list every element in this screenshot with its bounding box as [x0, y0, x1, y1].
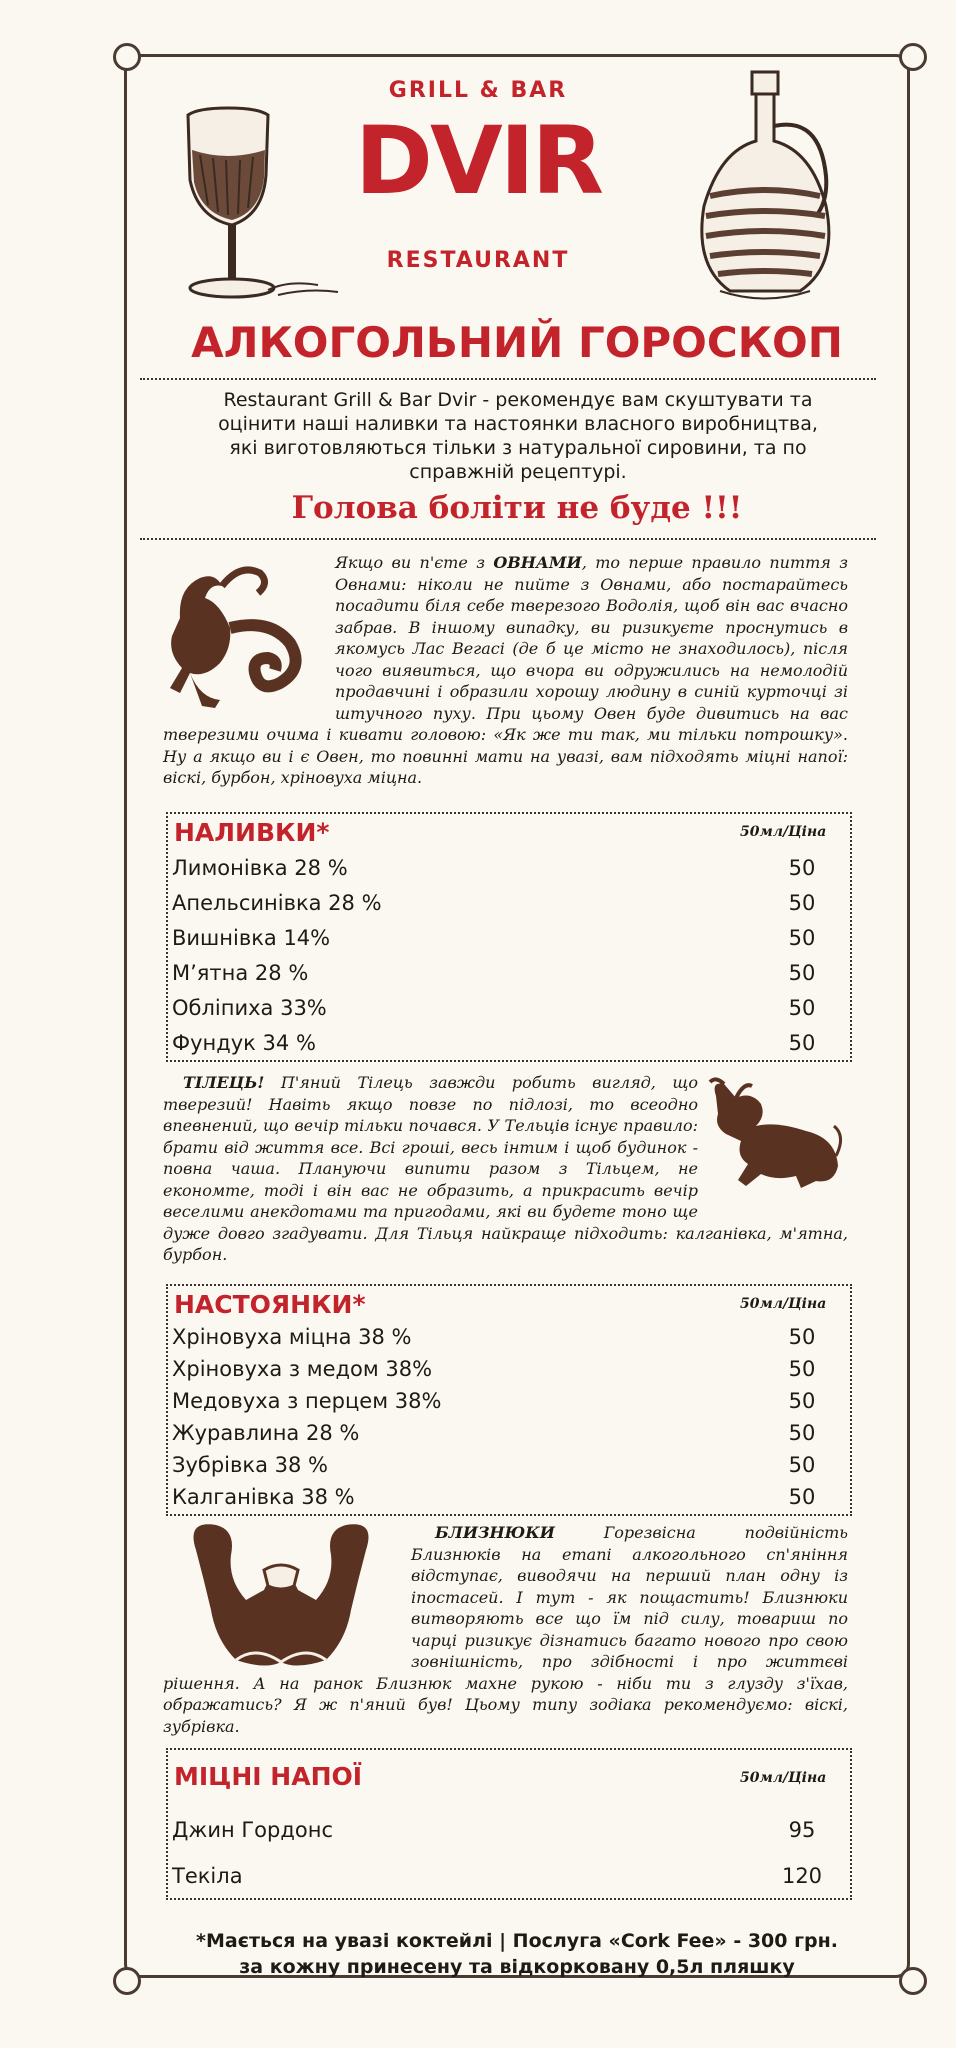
section-title: НАСТОЯНКИ*: [174, 1290, 366, 1319]
item-price: 50: [788, 996, 816, 1020]
price-header: 50мл/Ціна: [740, 824, 827, 840]
intro-line: Restaurant Grill & Bar Dvir - рекомендує вам скуштувати та: [223, 389, 813, 411]
page-title: АЛКОГОЛЬНИЙ ГОРОСКОП: [191, 318, 843, 367]
intro-text: [150, 388, 886, 484]
frame-corner-ornament: [113, 43, 141, 71]
logo-name: DVIR: [354, 107, 602, 216]
divider: [140, 538, 876, 540]
logo-bottom-arc: RESTAURANT: [386, 248, 570, 273]
intro-line: які виготовляються тільки з натуральної сировини, та по: [229, 437, 807, 459]
item-price: 50: [788, 1357, 816, 1381]
section-title: МІЦНІ НАПОЇ: [174, 1762, 363, 1791]
item-price: 50: [788, 1325, 816, 1349]
horoscope-gemini: [163, 1522, 848, 1737]
item-name: Калганівка 38 %: [172, 1485, 355, 1509]
item-price: 50: [788, 1421, 816, 1445]
item-price: 50: [788, 891, 816, 915]
price-header: 50мл/Ціна: [740, 1770, 827, 1786]
item-name: Фундук 34 %: [172, 1031, 316, 1055]
horoscope-aries: [163, 552, 848, 789]
float-spacer: [163, 1522, 411, 1672]
item-name: Текіла: [172, 1864, 243, 1888]
wine-bottle-icon: [680, 66, 850, 311]
logo-top-arc: GRILL & BAR: [388, 78, 568, 103]
section-title: НАЛИВКИ*: [174, 818, 330, 847]
horoscope-taurus: [163, 1072, 848, 1266]
item-name: М’ятна 28 %: [172, 961, 309, 985]
item-price: 50: [788, 961, 816, 985]
item-price: 50: [788, 926, 816, 950]
horoscope-sign: ОВНАМИ: [493, 553, 582, 572]
price-header: 50мл/Ціна: [740, 1296, 827, 1312]
tagline: Голова боліти не буде !!!: [291, 490, 743, 526]
item-price: 95: [788, 1818, 816, 1842]
item-name: Хріновуха з медом 38%: [172, 1357, 433, 1381]
wine-glass-icon: [168, 100, 358, 310]
item-name: Джин Гордонс: [172, 1818, 334, 1842]
horoscope-lead: Якщо ви п'єте з: [335, 553, 494, 572]
item-price: 50: [788, 1485, 816, 1509]
intro-line: оцінити наші наливки та настоянки власного виробництва,: [218, 413, 818, 435]
item-name: Зубрівка 38 %: [172, 1453, 328, 1477]
float-spacer: [698, 1072, 848, 1222]
item-price: 50: [788, 1389, 816, 1413]
item-name: Лимонівка 28 %: [172, 856, 348, 880]
horoscope-body: П'яний Тілець завжди робить вигляд, що тверезий! Навіть якщо повзе по підлозі, то всеодно впевнений, що вечір тільки почався. У Тельців існує правило: брати від життя все. Всі гроші, весь інтим і щоб будинок - повна чаша. Плануючи випити разом з Тільцем, не економте, тоді і він вас не образить, а прикрасить вечір веселими анекдотами та пригодами, які ви будете тоно ще дуже довго згадувати. Для Тільця найкраще підходить: калганівка, м'ятна, бурбон.: [163, 1073, 848, 1264]
horoscope-sign: БЛИЗНЮКИ: [435, 1523, 555, 1542]
divider: [140, 378, 876, 380]
footer-note: [124, 1928, 910, 1980]
item-name: Обліпиха 33%: [172, 996, 327, 1020]
horoscope-sign: ТІЛЕЦЬ!: [183, 1073, 265, 1092]
item-price: 50: [788, 1031, 816, 1055]
item-name: Вишнівка 14%: [172, 926, 331, 950]
intro-line: справжній рецептурі.: [409, 461, 627, 483]
item-name: Хріновуха міцна 38 %: [172, 1325, 412, 1349]
item-price: 50: [788, 1453, 816, 1477]
horoscope-body: Горезвісна подвійність Близнюків на етапі алкогольного сп'яніння відступає, виводячи на перший план одну із іпостасей. І тут - як пощастить! Близнюки витворяють все що їм під силу, товариш по чарці ризикує дізнатись багато нового про свою зовнішність, про здібності і про життєві рішення. А на ранок Близнюк махне рукою - ніби ти з глузду з'їхав, ображатись? Я ж п'яний був! Цьому типу зодіака рекомендуємо: віскі, зубрівка.: [163, 1523, 848, 1736]
footer-line: за кожну принесену та відкорковану 0,5л пляшку: [239, 1956, 795, 1978]
float-spacer: [163, 552, 335, 716]
item-price: 120: [781, 1864, 823, 1888]
footer-line: *Мається на увазі коктейлі | Послуга «Cork Fee» - 300 грн.: [196, 1930, 838, 1952]
item-name: Журавлина 28 %: [172, 1421, 360, 1445]
frame-corner-ornament: [899, 43, 927, 71]
item-name: Апельсинівка 28 %: [172, 891, 382, 915]
item-name: Медовуха з перцем 38%: [172, 1389, 442, 1413]
horoscope-body: , то перше правило пиття з Овнами: ніколи не пийте з Овнами, або постарайтесь посадити біля себе тверезого Водолія, щоб він вас вчасно забрав. В іншому випадку, ви ризикуєте проснутись в якомусь Лас Вегасі (де б це місто не знаходилось), після чого виявиться, що вчора ви одружились на немолодій продавчині і образили хорошу людину в синій курточці зі штучного пуху. При цьому Овен буде дивитись на вас тверезими очима і кивати головою: «Як же ти так, ми тільки потрошку». Ну а якщо ви і є Овен, то повинні мати на увазі, вам підходять міцні напої: віскі, бурбон, хріновуха міцна.: [163, 553, 848, 787]
item-price: 50: [788, 856, 816, 880]
